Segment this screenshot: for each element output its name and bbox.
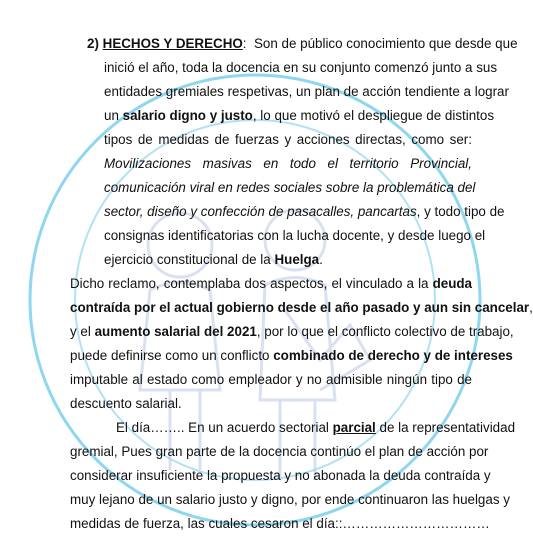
text-line: entidades gremiales respetivas, un plan de acción tendiente a lograr [104, 84, 509, 99]
text-line: descuento salarial. [70, 396, 182, 411]
bold-segment: deuda [432, 276, 472, 291]
text-line: comunicación viral en redes sociales sobre la problemática del [104, 180, 476, 195]
text-line [104, 252, 323, 268]
text-segment: y el [70, 324, 91, 339]
text-segment: puede definirse como un conflicto [70, 348, 270, 363]
text-line [70, 276, 472, 292]
text-segment: , [529, 300, 533, 315]
text-line: gremial, Pues gran parte de la docencia continúo el plan de acción por [70, 444, 489, 459]
bold-segment: salario digno y justo [122, 108, 253, 123]
text-line [70, 300, 533, 316]
text-segment: de la representatividad [379, 420, 516, 435]
bold-segment: combinado de derecho y de intereses [273, 348, 513, 363]
bold-segment: contraída por el actual gobierno desde el año pasado y aun sin cancelar [70, 300, 530, 315]
text-segment: Son de público conocimiento que desde que [253, 36, 518, 51]
italic-segment: sector, diseño y confección de pasacalles, pancartas [104, 204, 417, 219]
text-segment: un [104, 108, 119, 123]
text-line: Movilizaciones masivas en todo el territorio Provincial, [104, 156, 472, 171]
text-segment: . [319, 252, 323, 267]
text-segment: , lo que motivó el despliegue de distintos [252, 108, 495, 123]
text-line: tipos de medidas de fuerzas y acciones directas, como ser: [104, 132, 472, 147]
text-line [104, 108, 495, 124]
bold-segment: aumento salarial del 2021 [94, 324, 257, 339]
text-line [70, 348, 513, 364]
text-segment: Dicho reclamo, contemplaba dos aspectos, el vinculado a la [70, 276, 429, 291]
text-line: muy lejano de un salario justo y digno, por ende continuaron las huelgas y [70, 492, 510, 507]
watermark-figure [140, 210, 370, 480]
bold-segment: Huelga [274, 252, 320, 267]
text-line: imputable al estado como empleador y no admisible ningún tipo de [70, 372, 472, 387]
text-segment: El día…….. En un acuerdo sectorial [116, 420, 329, 435]
text-segment: ejercicio constitucional de la [104, 252, 271, 267]
text-line [70, 324, 514, 340]
section-2-heading-line: 2) HECHOS Y DERECHO: Son de público conocimiento que desde que [87, 36, 518, 51]
section-heading: HECHOS Y DERECHO [102, 36, 243, 51]
text-line [104, 204, 505, 220]
text-line: considerar insuficiente la propuesta y no abonada la deuda contraída y [70, 468, 491, 483]
text-line: medidas de fuerza, las cuales cesaron el día::…………………………… [70, 516, 490, 531]
text-line: inició el año, toda la docencia en su conjunto comenzó junto a sus [104, 60, 498, 75]
bold-underlined-segment: parcial [332, 420, 376, 435]
text-line: consignas identificatorias con la lucha docente, y desde luego el [104, 228, 486, 243]
section-number: 2) [87, 36, 99, 51]
text-segment: , y todo tipo de [416, 204, 505, 219]
text-line [116, 420, 516, 436]
text-segment: , por lo que el conflicto colectivo de trabajo, [256, 324, 514, 339]
